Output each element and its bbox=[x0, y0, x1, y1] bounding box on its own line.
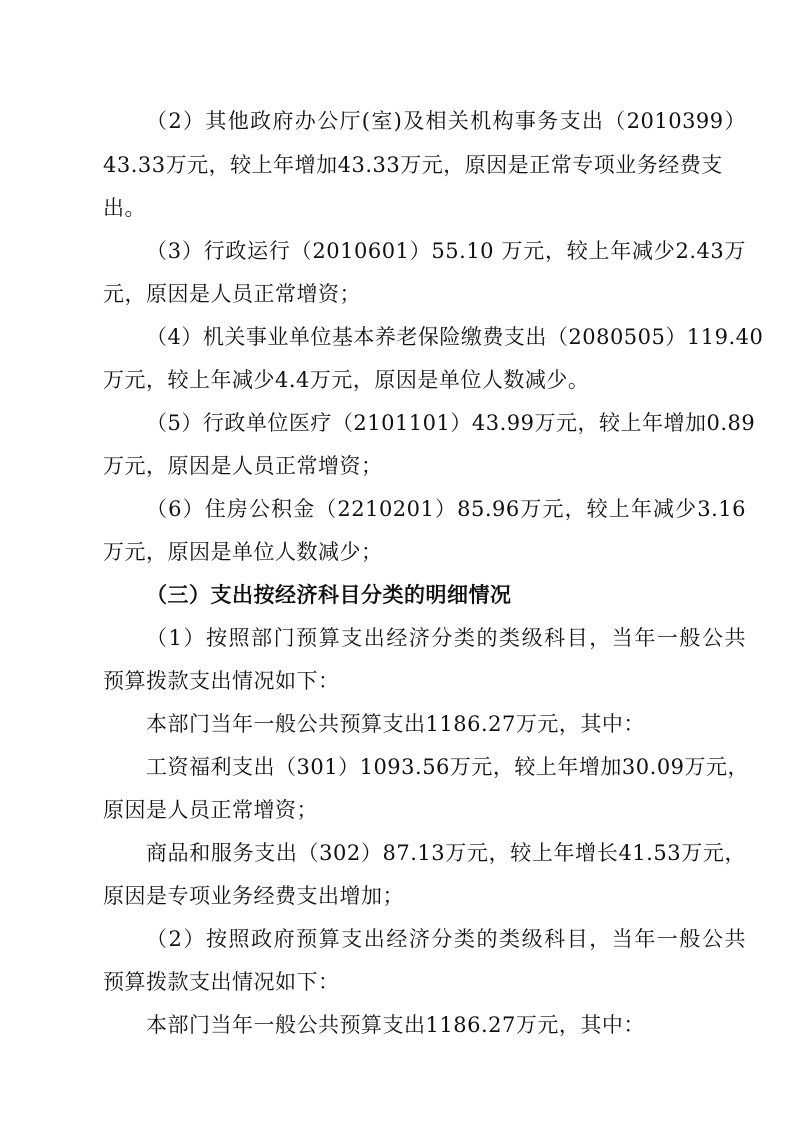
paragraph-line: 万元，原因是人员正常增资； bbox=[103, 454, 383, 478]
paragraph-line: 商品和服务支出（302）87.13万元，较上年增长41.53万元， bbox=[146, 841, 746, 865]
paragraph-line: 本部门当年一般公共预算支出1186.27万元，其中： bbox=[146, 712, 645, 736]
paragraph-line: （2）按照政府预算支出经济分类的类级科目，当年一般公共 bbox=[146, 927, 746, 951]
paragraph-line: 本部门当年一般公共预算支出1186.27万元，其中： bbox=[146, 1013, 645, 1037]
paragraph-line: （6）住房公积金（2210201）85.96万元，较上年减少3.16 bbox=[146, 497, 746, 521]
paragraph-line: 原因是人员正常增资； bbox=[103, 798, 318, 822]
paragraph-line: 万元，原因是单位人数减少； bbox=[103, 540, 383, 564]
paragraph-line: （5）行政单位医疗（2101101）43.99万元，较上年增加0.89 bbox=[146, 411, 756, 435]
paragraph-line: 出。 bbox=[103, 196, 146, 220]
section-heading: （三）支出按经济科目分类的明细情况 bbox=[146, 582, 512, 607]
paragraph-line: （4）机关事业单位基本养老保险缴费支出（2080505）119.40 bbox=[146, 325, 764, 349]
paragraph-line: 原因是专项业务经费支出增加； bbox=[103, 884, 404, 908]
paragraph-line: 万元，较上年减少4.4万元，原因是单位人数减少。 bbox=[103, 368, 590, 392]
paragraph-line: 元，原因是人员正常增资； bbox=[103, 282, 361, 306]
paragraph-line: 预算拨款支出情况如下： bbox=[103, 970, 340, 994]
paragraph-line: 43.33万元，较上年增加43.33万元，原因是正常专项业务经费支 bbox=[103, 153, 723, 177]
paragraph-line: （3）行政运行（2010601）55.10 万元，较上年减少2.43万 bbox=[146, 239, 746, 263]
paragraph-line: 预算拨款支出情况如下： bbox=[103, 669, 340, 693]
paragraph-line: （1）按照部门预算支出经济分类的类级科目，当年一般公共 bbox=[146, 626, 746, 650]
paragraph-line: （2）其他政府办公厅(室)及相关机构事务支出（2010399） bbox=[146, 109, 746, 133]
paragraph-line: 工资福利支出（301）1093.56万元，较上年增加30.09万元， bbox=[146, 755, 750, 779]
